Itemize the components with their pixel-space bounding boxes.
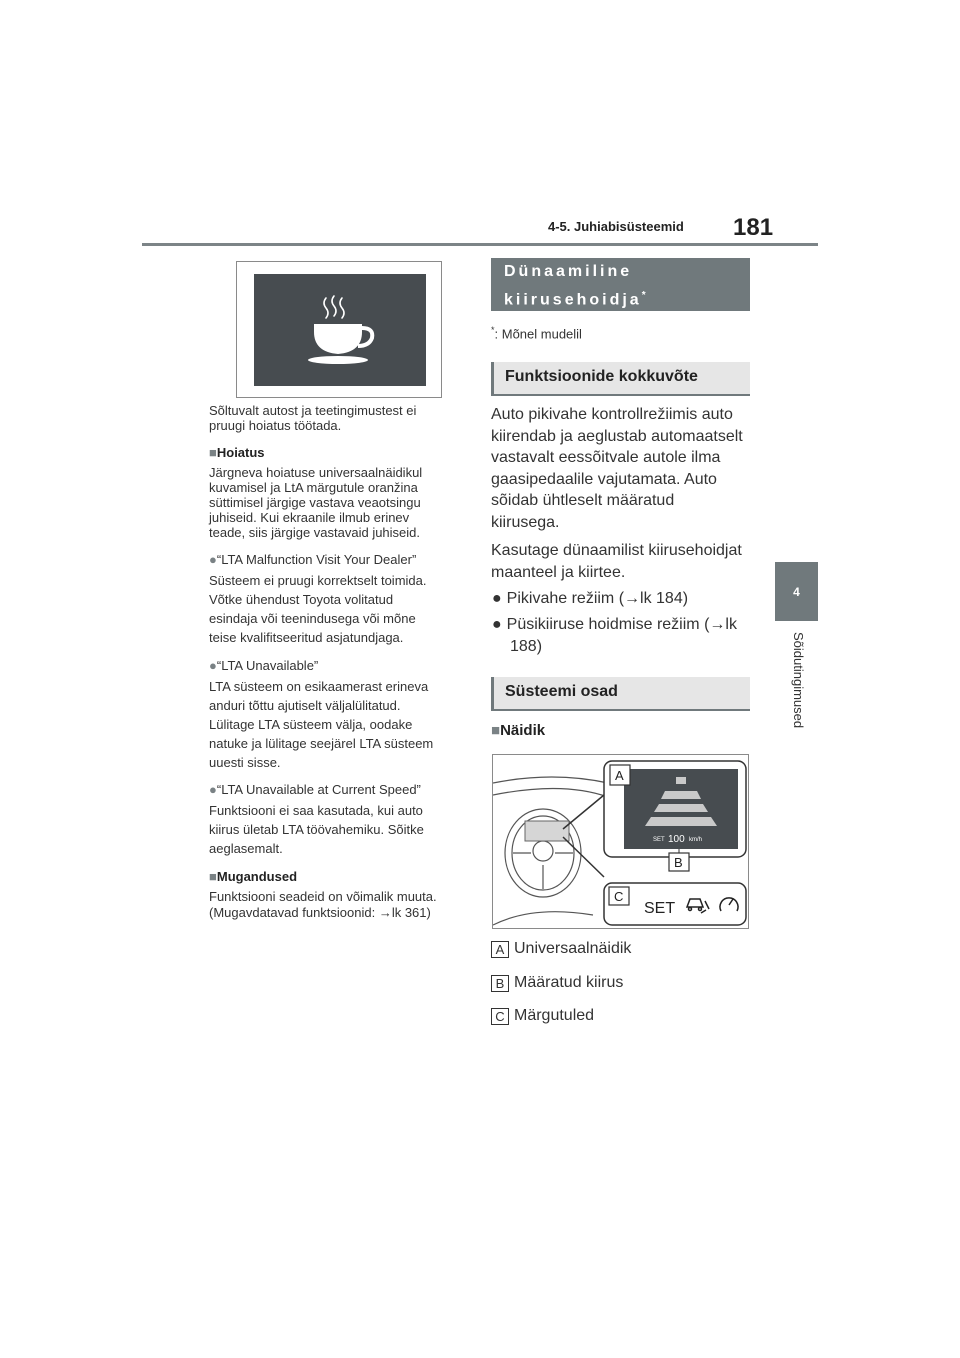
coffee-figure [236, 261, 442, 398]
custom-heading: Mugandused [216, 869, 298, 884]
legend-key-a: A [491, 941, 509, 958]
summary-paragraph [491, 404, 753, 534]
item-3-line-3: aeglasemalt. [209, 841, 283, 856]
summary-line-5: sõidab ühtleselt määratud [491, 492, 675, 510]
page-number: 181 [733, 214, 774, 241]
item-1-line-2: Võtke ühendust Toyota volitatud [209, 592, 394, 607]
item-2-line-5: uuesti sisse. [209, 755, 281, 770]
legend-row-b [491, 973, 623, 993]
banner-title-line-1: Dünaamiline [504, 263, 633, 280]
screen-unit: km/h [689, 837, 703, 843]
legend-text-c: Märgutuled [514, 1007, 595, 1024]
banner-asterisk: * [641, 290, 646, 301]
section-title: 4-5. Juhiabisüsteemid [548, 219, 684, 234]
item-1-line-4: teise kvalifitseeritud asjatundjaga. [209, 630, 404, 645]
dot-bullet-icon: ● [209, 658, 217, 673]
dot-bullet-icon: ● [209, 552, 217, 567]
coffee-display [254, 274, 426, 386]
screen-speed: 100 [668, 834, 685, 845]
summary-line-2: kiirendab ja aeglustab automaatselt [491, 427, 743, 445]
warning-line-2: kuvamisel ja LtA märgutule oranžina [209, 480, 418, 495]
screen-set-label: SET [653, 837, 665, 843]
header-divider [142, 243, 818, 246]
coffee-cup-icon [290, 290, 390, 370]
item-3-title: “LTA Unavailable at Current Speed” [216, 782, 421, 797]
summary-line-1: Auto pikivahe kontrollrežiimis auto [491, 406, 733, 423]
chapter-label: Sõidutingimused [791, 632, 806, 729]
mode-1 [491, 588, 753, 610]
banner-title-line-2: kiirusehoidja* [504, 290, 646, 309]
legend-text-a: Universaalnäidik [514, 940, 632, 957]
cockpit-illustration [492, 754, 749, 929]
summary-line-6: kiirusega. [491, 513, 560, 531]
square-bullet-icon: ■ [209, 445, 217, 460]
summary-line-3: vastavalt eessõitvale autole ilma [491, 449, 721, 467]
mode-2 [491, 614, 753, 657]
label-b: B [674, 855, 683, 870]
chapter-number: 4 [793, 584, 800, 599]
display-heading: Näidik [500, 722, 546, 739]
square-bullet-icon: ■ [491, 722, 501, 739]
label-c: C [614, 889, 624, 904]
legend-row-c [491, 1006, 594, 1026]
legend-text-b: Määratud kiirus [514, 974, 624, 991]
custom-line-2: (Mugavdatavad funktsioonid: →lk 361) [209, 905, 431, 920]
section-banner [491, 258, 750, 311]
item-1-line-3: esindaja või teenindusega või mõne [209, 611, 416, 626]
legend-key-b: B [491, 975, 509, 992]
dot-bullet-icon: ● [209, 782, 217, 797]
item-2-title: “LTA Unavailable” [216, 658, 319, 673]
item-2-line-4: natuke ja lülitage seejärel LTA süsteem [209, 736, 434, 751]
square-bullet-icon: ■ [209, 869, 217, 884]
item-1-line-1: Süsteem ei pruugi korrektselt toimida. [209, 573, 427, 588]
mode-2-text: Püsikiiruse hoidmise režiim (→lk [506, 616, 737, 633]
warning-heading-row [209, 446, 265, 459]
item-2-line-3: Lülitage LTA süsteem välja, oodake [209, 717, 413, 732]
mode-1-text: Pikivahe režiim (→lk 184) [506, 590, 689, 607]
legend-row-a [491, 939, 631, 959]
panel-set-label: SET [644, 900, 676, 917]
legend-key-c: C [491, 1008, 509, 1025]
dot-bullet-icon: ● [492, 616, 502, 633]
display-heading-row [491, 720, 753, 742]
warning-line-1: Järgneva hoiatuse universaalnäidikul [209, 465, 423, 480]
parts-heading: Süsteemi osad [491, 677, 750, 711]
chapter-tab [775, 562, 818, 621]
item-1-title-row [209, 550, 416, 569]
footnote-asterisk: * [491, 325, 495, 335]
warning-heading: Hoiatus [216, 445, 265, 460]
label-a: A [615, 768, 624, 783]
intro-line-1: Sõltuvalt autost ja teetingimustest ei [209, 403, 417, 418]
warning-line-4: juhiseid. Kui ekraanile ilmub erinev [209, 510, 410, 525]
summary-line-4: gaasipedaalile vajutamata. Auto [491, 470, 717, 488]
item-3-line-2: kiirus ületab LTA töövahemiku. Sõitke [209, 822, 424, 837]
mode-2-text-cont: 188) [510, 637, 543, 655]
use-line-2: maanteel ja kiirtee. [491, 563, 626, 581]
item-3-title-row [209, 780, 421, 799]
item-2-line-2: anduri tõttu ajutiselt väljalülitatud. [209, 698, 401, 713]
warning-line-3: süttimisel järgige vastava veaotsingu [209, 495, 421, 510]
dot-bullet-icon: ● [492, 590, 502, 607]
item-1-title: “LTA Malfunction Visit Your Dealer” [216, 552, 417, 567]
custom-heading-row [209, 870, 297, 883]
custom-line-1: Funktsiooni seadeid on võimalik muuta. [209, 889, 437, 904]
intro-line-2: pruugi hoiatus töötada. [209, 418, 342, 433]
item-2-title-row [209, 656, 318, 675]
footnote: *: Mõnel mudelil [491, 325, 582, 342]
summary-heading: Funktsioonide kokkuvõte [491, 362, 750, 396]
use-paragraph [491, 540, 753, 583]
item-2-line-1: LTA süsteem on esikaamerast erineva [209, 679, 429, 694]
use-line-1: Kasutage dünaamilist kiirusehoidjat [491, 542, 742, 559]
item-3-line-1: Funktsiooni ei saa kasutada, kui auto [209, 803, 423, 818]
cockpit-drawing [493, 755, 749, 929]
warning-line-5: teade, siis järgige vastavaid juhiseid. [209, 525, 421, 540]
